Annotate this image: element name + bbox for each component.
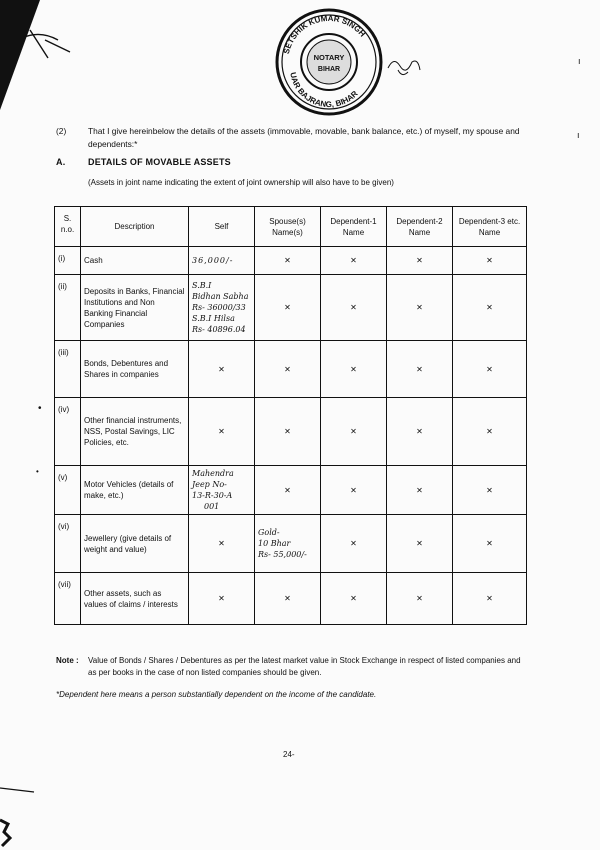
row-sn: (vii) [55, 573, 81, 625]
stamp-center-line1: NOTARY [313, 53, 345, 62]
row-description: Other assets, such as values of claims / interests [81, 573, 189, 625]
handwritten-line: 13-R-30-A [192, 491, 233, 500]
cross-mark: ✕ [255, 573, 321, 625]
handwritten-line: Rs- 36000/33 [192, 303, 246, 312]
row-sn: (iv) [55, 398, 81, 466]
handwritten-line: Mahendra [192, 469, 234, 478]
table-row [55, 515, 527, 573]
cross-mark: ✕ [321, 275, 387, 341]
cross-mark: ✕ [321, 515, 387, 573]
cross-mark: ✕ [387, 341, 453, 398]
row-description: Motor Vehicles (details of make, etc.) [81, 466, 189, 515]
margin-dot: ı [577, 130, 580, 140]
cross-mark: ✕ [453, 515, 527, 573]
cross-mark: ✕ [453, 275, 527, 341]
bottom-left-scan-artifact [0, 770, 40, 850]
handwritten-line: S.B.I Hilsa [192, 314, 235, 323]
cross-mark: ✕ [255, 275, 321, 341]
cross-mark: ✕ [321, 573, 387, 625]
header-self: Self [189, 207, 255, 247]
handwritten-line: Bidhan Sabha [192, 292, 249, 301]
vehicle-self-entry [189, 466, 255, 515]
table-row [55, 275, 527, 341]
handwritten-line: Gold- [258, 528, 280, 537]
cross-mark: ✕ [321, 398, 387, 466]
margin-dot: ı [578, 56, 581, 66]
handwritten-line: 10 Bhar [258, 539, 291, 548]
table-row [55, 466, 527, 515]
header-dependent-3: Dependent-3 etc. Name [453, 207, 527, 247]
intro-text: That I give hereinbelow the details of the assets (immovable, movable, bank balance, etc.) of myself, my spouse and dependents:* [88, 126, 520, 149]
cross-mark: ✕ [453, 398, 527, 466]
header-dependent-1: Dependent-1 Name [321, 207, 387, 247]
stamp-signature [384, 48, 424, 82]
page-number: 24- [283, 750, 295, 759]
stamp-center-line2: BIHAR [317, 66, 341, 73]
row-description: Jewellery (give details of weight and value) [81, 515, 189, 573]
row-sn: (ii) [55, 275, 81, 341]
row-sn: (v) [55, 466, 81, 515]
footnote: *Dependent here means a person substantially dependent on the income of the candidate. [56, 690, 377, 699]
handwritten-line: Rs- 55,000/- [258, 550, 307, 559]
table-row [55, 341, 527, 398]
jewellery-spouse-entry [255, 515, 321, 573]
header-dependent-2: Dependent-2 Name [387, 207, 453, 247]
cross-mark: ✕ [453, 247, 527, 275]
row-description: Bonds, Debentures and Shares in companies [81, 341, 189, 398]
movable-assets-table [54, 206, 527, 625]
cross-mark: ✕ [453, 573, 527, 625]
section-subtitle: (Assets in joint name indicating the extent of joint ownership will also have to be given) [88, 178, 394, 187]
margin-dot: • [36, 467, 39, 476]
cross-mark: ✕ [255, 247, 321, 275]
cross-mark: ✕ [387, 275, 453, 341]
handwritten-line: Jeep No- [192, 480, 227, 489]
cross-mark: ✕ [453, 341, 527, 398]
header-sn: S. n.o. [55, 207, 81, 247]
table-row [55, 247, 527, 275]
table-header-row [55, 207, 527, 247]
stamp-ring-bottom: UAR BAJRANG, BIHAR [288, 71, 360, 110]
handwritten-line: S.B.I [192, 281, 212, 290]
row-description: Cash [81, 247, 189, 275]
cross-mark: ✕ [189, 341, 255, 398]
cross-mark: ✕ [255, 341, 321, 398]
stamp-ring-top: SETSHIK KUMAR SINGH [281, 13, 368, 55]
cross-mark: ✕ [255, 466, 321, 515]
handwritten-line: Rs- 40896.04 [192, 325, 246, 334]
section-letter: A. [56, 157, 66, 167]
header-description: Description [81, 207, 189, 247]
row-sn: (iii) [55, 341, 81, 398]
margin-dot: • [38, 403, 42, 414]
cross-mark: ✕ [387, 515, 453, 573]
header-spouse: Spouse(s) Name(s) [255, 207, 321, 247]
row-sn: (i) [55, 247, 81, 275]
cross-mark: ✕ [387, 573, 453, 625]
table-row [55, 398, 527, 466]
cross-mark: ✕ [387, 398, 453, 466]
row-description: Other financial instruments, NSS, Postal Savings, LIC Policies, etc. [81, 398, 189, 466]
cross-mark: ✕ [453, 466, 527, 515]
notary-stamp [270, 8, 388, 116]
row-sn: (vi) [55, 515, 81, 573]
cross-mark: ✕ [189, 515, 255, 573]
cross-mark: ✕ [387, 466, 453, 515]
note-text: Value of Bonds / Shares / Debentures as per the latest market value in Stock Exchange in respect of listed companies and as per books in the case of non listed companies should be given. [88, 656, 521, 677]
section-title: DETAILS OF MOVABLE ASSETS [88, 157, 231, 167]
cross-mark: ✕ [321, 247, 387, 275]
row-description: Deposits in Banks, Financial Institutions and Non Banking Financial Companies [81, 275, 189, 341]
note-label: Note : [56, 656, 79, 665]
intro-number: (2) [56, 126, 67, 136]
cross-mark: ✕ [321, 466, 387, 515]
handwritten-line: 001 [204, 502, 220, 511]
cross-mark: ✕ [255, 398, 321, 466]
cash-self-value: 36,000/- [189, 247, 255, 275]
cross-mark: ✕ [189, 573, 255, 625]
deposits-self-entry [189, 275, 255, 341]
cross-mark: ✕ [189, 398, 255, 466]
table-row [55, 573, 527, 625]
cross-mark: ✕ [387, 247, 453, 275]
corner-scan-artifact [0, 0, 80, 120]
cross-mark: ✕ [321, 341, 387, 398]
